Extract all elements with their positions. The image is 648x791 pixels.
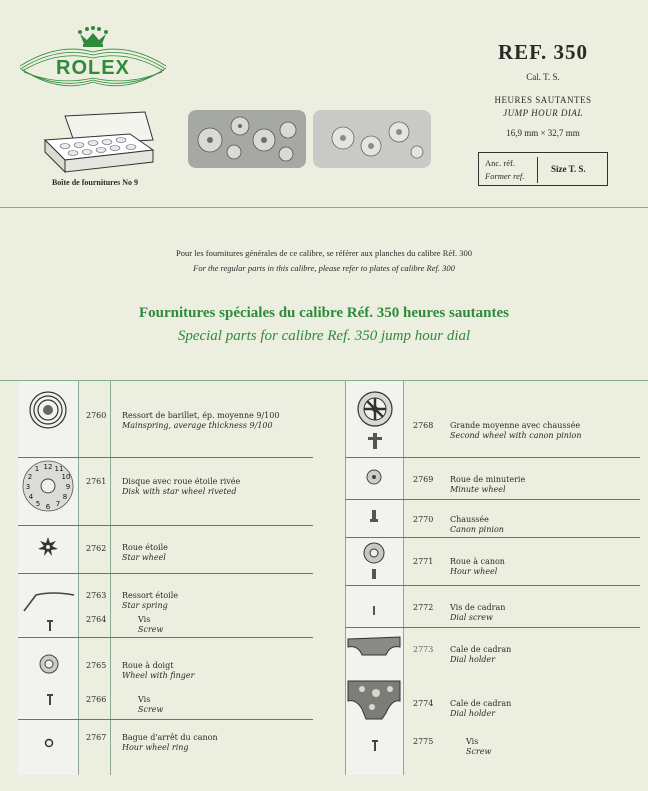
part-name-en: Screw xyxy=(466,747,492,756)
col-divider xyxy=(110,381,111,775)
part-name-en: Dial holder xyxy=(450,709,496,718)
svg-text:8: 8 xyxy=(62,493,68,501)
row-divider xyxy=(345,457,640,458)
part-name-en: Wheel with finger xyxy=(122,671,195,680)
row-divider xyxy=(18,525,313,526)
intro-fr: Pour les fournitures générales de ce calibre, se référer aux planches du calibre Réf. 300 xyxy=(176,248,472,258)
dial-holder-image xyxy=(346,633,402,667)
part-number: 2771 xyxy=(413,557,434,566)
part-name-fr: Cale de cadran xyxy=(450,645,512,654)
part-number: 2768 xyxy=(413,421,434,430)
svg-text:11: 11 xyxy=(54,465,64,473)
screw-icon xyxy=(371,737,379,756)
svg-text:4: 4 xyxy=(28,493,34,501)
part-number: 2760 xyxy=(86,411,107,420)
part-name-fr: Roue de minuterie xyxy=(450,475,526,484)
part-name-fr: Roue à canon xyxy=(450,557,505,566)
part-number: 2769 xyxy=(413,475,434,484)
dial-holder-image xyxy=(346,677,402,725)
part-name-en: Mainspring, average thickness 9/100 xyxy=(122,421,273,430)
hour-wheel-ring-image xyxy=(44,733,54,752)
row-divider xyxy=(345,499,640,500)
movement-photo-front xyxy=(188,110,306,168)
part-name-fr: Roue à doigt xyxy=(122,661,174,670)
row-divider xyxy=(345,627,640,628)
part-name-en: Second wheel with canon pinion xyxy=(450,431,582,440)
section-title-fr: Fournitures spéciales du calibre Réf. 350 heures sautantes xyxy=(139,305,509,321)
screw-icon xyxy=(46,617,54,636)
svg-text:10: 10 xyxy=(61,473,71,481)
part-number: 2761 xyxy=(86,477,107,486)
part-name-en: Hour wheel ring xyxy=(122,743,189,752)
finger-wheel-image xyxy=(38,653,60,679)
intro-en: For the regular parts in this calibre, please refer to plates of calibre Ref. 300 xyxy=(193,263,455,273)
part-name-fr: Ressort de barillet, ép. moyenne 9/100 xyxy=(122,411,280,420)
movement-photo-back xyxy=(313,110,431,168)
former-ref-box xyxy=(478,152,608,186)
col-divider xyxy=(78,381,79,775)
type-en: JUMP HOUR DIAL xyxy=(503,108,583,118)
left-image-column xyxy=(18,381,78,775)
part-name-fr: Chaussée xyxy=(450,515,489,524)
brand-name: ROLEX xyxy=(56,57,130,79)
svg-text:5: 5 xyxy=(35,500,41,508)
part-number: 2764 xyxy=(86,615,107,624)
part-name-en: Minute wheel xyxy=(450,485,506,494)
parts-box-caption: Boîte de fournitures No 9 xyxy=(51,178,139,187)
row-divider xyxy=(18,573,313,574)
former-ref-fr: Anc. réf. xyxy=(485,158,515,168)
part-name-en: Screw xyxy=(138,705,164,714)
type-fr: HEURES SAUTANTES xyxy=(494,95,592,105)
part-name-fr: Bague d'arrêt du canon xyxy=(122,733,218,742)
calibre-label: Cal. T. S. xyxy=(526,72,560,82)
part-name-fr: Grande moyenne avec chaussée xyxy=(450,421,581,430)
part-name-fr: Vis de cadran xyxy=(450,603,506,612)
part-name-fr: Roue étoile xyxy=(122,543,168,552)
screw-icon xyxy=(46,691,54,710)
part-name-en: Screw xyxy=(138,625,164,634)
svg-text:2: 2 xyxy=(27,473,33,481)
part-name-en: Dial holder xyxy=(450,655,496,664)
part-number: 2766 xyxy=(86,695,107,704)
part-number: 2762 xyxy=(86,544,107,553)
size-label: Size T. S. xyxy=(551,164,586,174)
part-name-fr: Vis xyxy=(466,737,479,746)
header-divider xyxy=(0,207,648,208)
part-number: 2767 xyxy=(86,733,107,742)
svg-text:9: 9 xyxy=(65,483,71,491)
part-name-fr: Disque avec roue étoile rivée xyxy=(122,477,241,486)
svg-text:1: 1 xyxy=(34,465,40,473)
former-ref-en: Former ref. xyxy=(485,171,525,181)
part-number: 2773 xyxy=(413,645,434,654)
row-divider xyxy=(18,719,313,720)
screw-icon xyxy=(371,601,377,620)
ref-title: REF. 350 xyxy=(497,40,589,64)
part-number: 2775 xyxy=(413,737,434,746)
parts-box-image xyxy=(35,110,155,176)
part-name-fr: Cale de cadran xyxy=(450,699,512,708)
star-spring-image xyxy=(22,591,76,617)
svg-text:6: 6 xyxy=(45,503,51,511)
former-ref-divider xyxy=(537,157,538,183)
part-name-en: Star spring xyxy=(122,601,168,610)
svg-text:3: 3 xyxy=(25,483,31,491)
part-number: 2774 xyxy=(413,699,434,708)
col-divider xyxy=(403,381,404,775)
mainspring-image xyxy=(25,387,71,437)
part-name-fr: Vis xyxy=(138,615,151,624)
svg-text:7: 7 xyxy=(55,500,61,508)
canon-pinion-image xyxy=(370,509,378,528)
jump-hour-disk-image xyxy=(21,459,75,517)
part-number: 2772 xyxy=(413,603,434,612)
part-number: 2770 xyxy=(413,515,434,524)
svg-text:12: 12 xyxy=(43,463,53,471)
minute-wheel-image xyxy=(366,469,382,489)
row-divider xyxy=(18,457,313,458)
row-divider xyxy=(345,585,640,586)
dimensions: 16,9 mm × 32,7 mm xyxy=(506,128,580,138)
part-name-en: Disk with star wheel riveted xyxy=(122,487,237,496)
part-name-fr: Ressort étoile xyxy=(122,591,178,600)
row-divider xyxy=(18,637,313,638)
section-title-en: Special parts for calibre Ref. 350 jump hour dial xyxy=(177,328,471,344)
star-wheel-image xyxy=(38,537,58,561)
second-wheel-image xyxy=(354,389,396,457)
part-number: 2765 xyxy=(86,661,107,670)
part-number: 2763 xyxy=(86,591,107,600)
rolex-logo xyxy=(18,24,168,94)
part-name-en: Hour wheel xyxy=(450,567,498,576)
parts-table xyxy=(0,381,648,791)
part-name-fr: Vis xyxy=(138,695,151,704)
hour-wheel-image xyxy=(362,541,386,585)
row-divider xyxy=(345,537,640,538)
part-name-en: Dial screw xyxy=(450,613,493,622)
part-name-en: Canon pinion xyxy=(450,525,504,534)
part-name-en: Star wheel xyxy=(122,553,166,562)
